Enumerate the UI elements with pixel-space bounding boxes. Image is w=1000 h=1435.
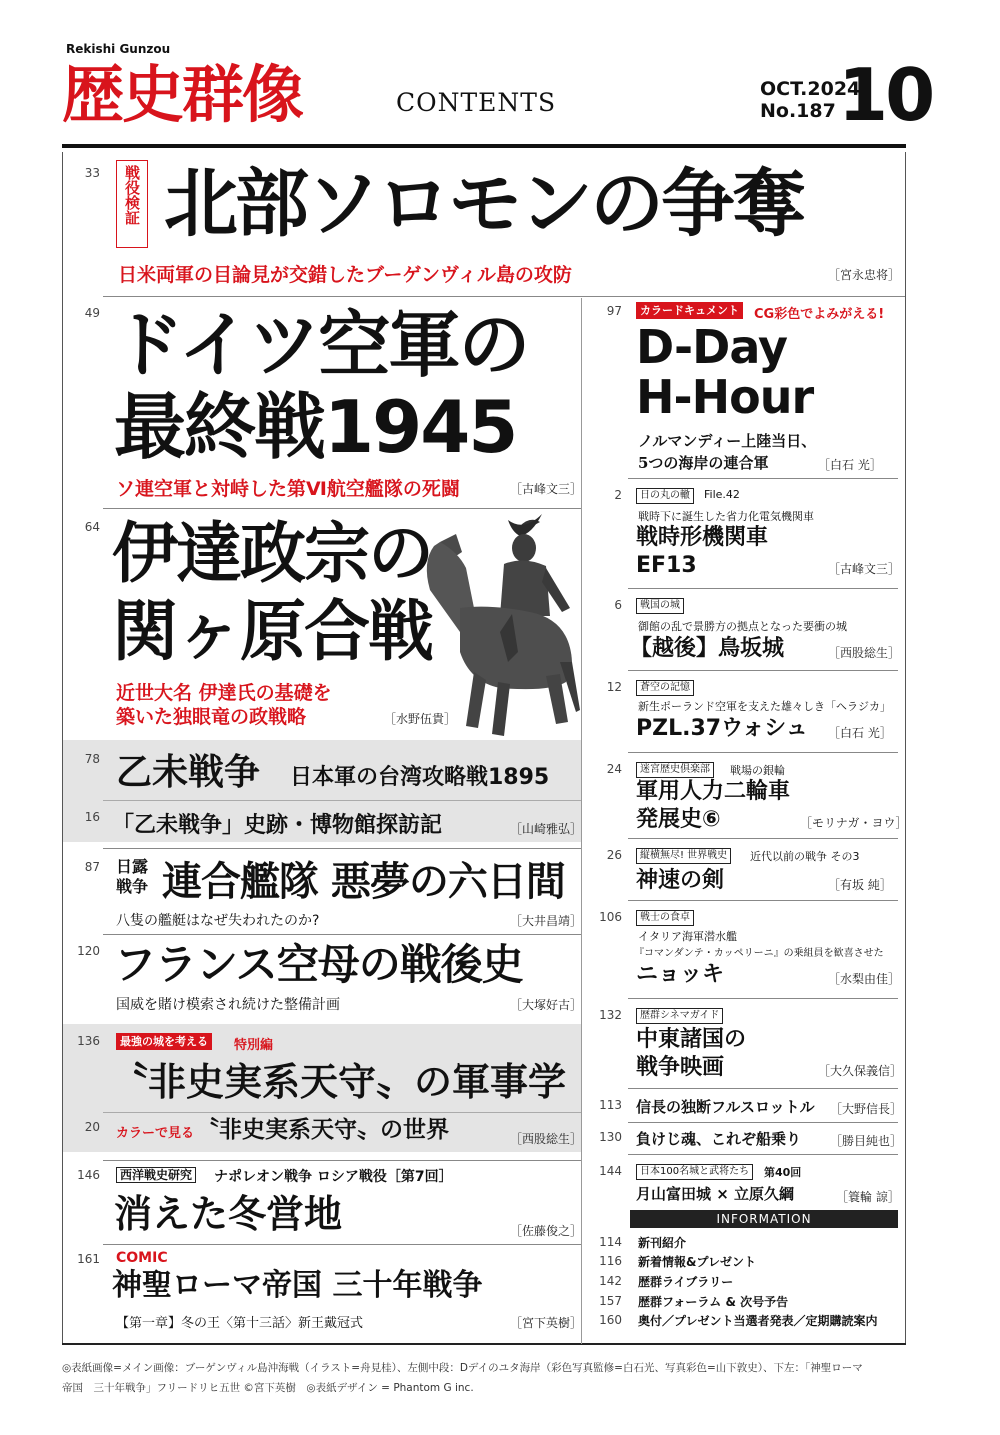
author: ［勝目純也］: [830, 1134, 903, 1148]
feature-tag: 蒼空の記憶: [636, 680, 694, 696]
author: ［古峰文三］: [510, 482, 583, 496]
divider: [103, 508, 581, 509]
feature-tag: 歴群シネマガイド: [636, 1008, 723, 1024]
feature-subtitle-line1: ノルマンディー上陸当日、: [638, 432, 817, 450]
author: ［白石 光］: [828, 726, 892, 740]
author: ［古峰文三］: [828, 562, 901, 576]
feature-subtitle: 日本軍の台湾攻略戦1895: [290, 765, 550, 790]
page-number: 20: [84, 1120, 100, 1134]
page-number: 116: [599, 1254, 622, 1268]
feature-title: PZL.37ウォシュ: [636, 716, 808, 741]
feature-tag: 戦国の城: [636, 598, 684, 614]
frame-bottom: [62, 1343, 906, 1345]
page-number: 12: [606, 680, 622, 694]
page-number: 64: [84, 520, 100, 534]
page-number: 2: [614, 488, 622, 502]
feature-title: 【越後】鳥坂城: [630, 636, 785, 661]
feature-subtitle-line2: 築いた独眼竜の政戦略: [116, 706, 307, 728]
divider: [628, 588, 898, 589]
feature-tag: 戦士の食卓: [636, 910, 694, 926]
author: ［宮下英樹］: [510, 1316, 583, 1330]
feature-tag: 縦横無尽! 世界戦史: [636, 848, 731, 864]
feature-tag: 最強の城を考える: [116, 1033, 212, 1050]
divider: [103, 848, 581, 849]
divider: [103, 934, 581, 935]
author: ［水梨由佳］: [828, 972, 901, 986]
author: ［簑輪 諒］: [836, 1190, 900, 1204]
author: ［白石 光］: [818, 458, 882, 472]
feature-subtitle-line2: 5つの海岸の連合軍: [638, 454, 769, 472]
feature-lead: 新生ポーランド空軍を支えた雄々しき「ヘラジカ」: [638, 700, 891, 713]
author: ［モリナガ・ヨウ］: [800, 816, 908, 830]
information-item: 奥付／プレゼント当選者発表／定期購読案内: [638, 1314, 878, 1328]
feature-lead: 戦時下に誕生した省力化電気機関車: [638, 510, 814, 523]
feature-title: ニョッキ: [636, 962, 725, 987]
page-number: 16: [84, 810, 100, 824]
divider: [103, 800, 581, 801]
feature-title-line2: 発展史⑥: [636, 807, 721, 832]
feature-tag-2: 第40回: [764, 1166, 802, 1179]
feature-title-line1: D-Day: [636, 320, 787, 374]
feature-series: ナポレオン戦争 ロシア戦役［第7回］: [214, 1169, 453, 1185]
feature-title-line2: H-Hour: [636, 370, 814, 424]
divider: [628, 1088, 898, 1089]
information-item: 新刊紹介: [638, 1236, 687, 1250]
page-number: 132: [599, 1008, 622, 1022]
issue-number: No.187: [760, 100, 836, 122]
feature-tag: カラードキュメント: [636, 302, 743, 319]
feature-title: 信長の独断フルスロットル: [636, 1098, 815, 1116]
divider: [103, 1160, 581, 1161]
feature-title: 神速の剣: [636, 868, 725, 893]
feature-tag-2: CG彩色でよみがえる!: [754, 307, 885, 322]
issue-month: 10: [838, 53, 933, 137]
page-number: 26: [606, 848, 622, 862]
frame-right: [905, 152, 906, 1344]
page-number: 24: [606, 762, 622, 776]
page-number: 136: [77, 1034, 100, 1048]
page-number: 144: [599, 1164, 622, 1178]
page-number: 146: [77, 1168, 100, 1182]
feature-title: 神聖ローマ帝国 三十年戦争: [112, 1268, 483, 1303]
feature-title-line2: EF13: [636, 553, 697, 578]
author: ［佐藤俊之］: [510, 1224, 583, 1238]
magazine-logo: 歴史群像: [62, 58, 303, 131]
feature-subtitle-line1: 近世大名 伊達氏の基礎を: [116, 682, 332, 704]
page-number: 106: [599, 910, 622, 924]
author: ［山崎雅弘］: [510, 822, 583, 836]
contents-heading: CONTENTS: [396, 88, 557, 117]
information-header: INFORMATION: [630, 1210, 898, 1228]
feature-sub-red: カラーで見る: [116, 1126, 195, 1141]
feature-lead-line2: 『コマンダンテ・カッペリーニ』の乗組員を歓喜させた: [634, 948, 884, 959]
feature-sub-title: 〝非史実系天守〟の世界: [196, 1117, 449, 1143]
information-item: 歴群フォーラム & 次号予告: [638, 1295, 789, 1309]
feature-title: 乙未戦争: [116, 751, 261, 793]
author: ［西股総生］: [828, 646, 901, 660]
feature-subtitle-2: 「乙未戦争」史跡・博物館探訪記: [112, 813, 443, 838]
feature-title: 北部ソロモンの争奪: [164, 161, 803, 247]
information-item: 歴群ライブラリー: [638, 1275, 734, 1289]
feature-title-line2: 戦争映画: [636, 1055, 725, 1080]
masthead-rule: [62, 144, 906, 148]
divider: [628, 998, 898, 999]
feature-subtitle: 日米両軍の目論見が交錯したブーゲンヴィル島の攻防: [118, 264, 572, 286]
page-number: 87: [84, 860, 100, 874]
feature-tag: 戦役検証: [123, 165, 141, 225]
divider: [103, 296, 905, 297]
feature-title-line1: 中東諸国の: [636, 1027, 747, 1052]
feature-tag: 日本100名城と武将たち: [636, 1164, 753, 1180]
author: ［水野伍貴］: [384, 712, 457, 726]
feature-tag: 西洋戦史研究: [116, 1167, 196, 1183]
feature-title-line2: 最終戦1945: [114, 385, 517, 469]
issue-date: OCT.2024: [760, 78, 861, 100]
divider: [628, 752, 898, 753]
author: ［有坂 純］: [828, 878, 892, 892]
feature-title: 月山富田城 × 立原久綱: [636, 1185, 795, 1203]
divider: [628, 670, 898, 671]
feature-title: 負けじ魂、これぞ船乗り: [636, 1130, 802, 1148]
page-number: 142: [599, 1274, 622, 1288]
feature-title: 消えた冬営地: [114, 1192, 343, 1236]
page-number: 113: [599, 1098, 622, 1112]
feature-tag-2: 戦場の銀輪: [730, 764, 785, 777]
divider: [628, 478, 898, 479]
feature-tag-line1: 日露: [116, 857, 149, 876]
feature-subtitle: 国威を賭け模索され続けた整備計画: [116, 997, 340, 1013]
feature-title-line1: ドイツ空軍の: [112, 303, 529, 387]
feature-tag-2: 近代以前の戦争 その3: [750, 850, 860, 863]
author: ［大塚好古］: [510, 998, 583, 1012]
divider: [628, 838, 898, 839]
page-number: 130: [599, 1130, 622, 1144]
author: ［大井昌靖］: [510, 914, 583, 928]
feature-tag-2: 特別編: [234, 1038, 274, 1053]
cover-credit-line1: ◎表紙画像=メイン画像：ブーゲンヴィル島沖海戦（イラスト=舟見桂）、左側中段：Dデイのユタ海岸（彩色写真監修=白石光、写真彩色=山下敦史）、下左：「神聖ローマ: [62, 1362, 863, 1374]
page-number: 78: [84, 752, 100, 766]
feature-lead: 御館の乱で景勝方の拠点となった要衝の城: [638, 620, 847, 633]
feature-title: 連合艦隊 悪夢の六日間: [162, 859, 565, 905]
feature-title: フランス空母の戦後史: [114, 940, 523, 989]
page-number: 114: [599, 1235, 622, 1249]
divider: [103, 1244, 581, 1245]
feature-subtitle: ソ連空軍と対峙した第Ⅵ航空艦隊の死闘: [116, 478, 460, 500]
feature-title-line2: 関ヶ原合戦: [112, 592, 432, 670]
page-number: 120: [77, 944, 100, 958]
feature-tag-box: [116, 160, 148, 248]
author: ［大久保義信］: [818, 1064, 903, 1078]
information-item: 新着情報&プレゼント: [638, 1255, 756, 1269]
divider: [103, 1112, 581, 1113]
page-number: 6: [614, 598, 622, 612]
page-number: 157: [599, 1294, 622, 1308]
feature-tag: 迷宮歴史倶楽部: [636, 762, 714, 778]
feature-tag: COMIC: [116, 1250, 168, 1266]
feature-lead-line1: イタリア海軍潜水艦: [638, 930, 737, 943]
feature-subtitle: 【第一章】冬の王〈第十三話〉新王戴冠式: [116, 1316, 364, 1331]
feature-title: 〝非史実系天守〟の軍事学: [110, 1060, 567, 1104]
author: ［宮永忠将］: [828, 268, 901, 282]
divider: [628, 1154, 898, 1155]
feature-title-line1: 伊達政宗の: [112, 514, 432, 592]
page-number: 97: [606, 304, 622, 318]
page-number: 33: [84, 166, 100, 180]
feature-subtitle: 八隻の艦艇はなぜ失われたのか?: [116, 913, 320, 929]
feature-tag: 日の丸の轍: [636, 488, 694, 504]
page-number: 49: [84, 306, 100, 320]
page-number: 161: [77, 1252, 100, 1266]
brand-english: Rekishi Gunzou: [66, 42, 171, 56]
cover-credit-line2: 帝国 三十年戦争」フリードリヒ五世 ©宮下英樹 ◎表紙デザイン = Phantom G inc.: [62, 1382, 474, 1394]
author: ［大野信長］: [830, 1102, 903, 1116]
feature-title-line1: 軍用人力二輪車: [636, 779, 791, 804]
page-number: 160: [599, 1313, 622, 1327]
divider: [628, 1122, 898, 1123]
feature-tag-2: File.42: [704, 488, 740, 501]
author: ［西股総生］: [510, 1132, 583, 1146]
divider: [628, 900, 898, 901]
feature-tag-line2: 戦争: [116, 877, 149, 896]
feature-title-line1: 戦時形機関車: [636, 525, 769, 550]
